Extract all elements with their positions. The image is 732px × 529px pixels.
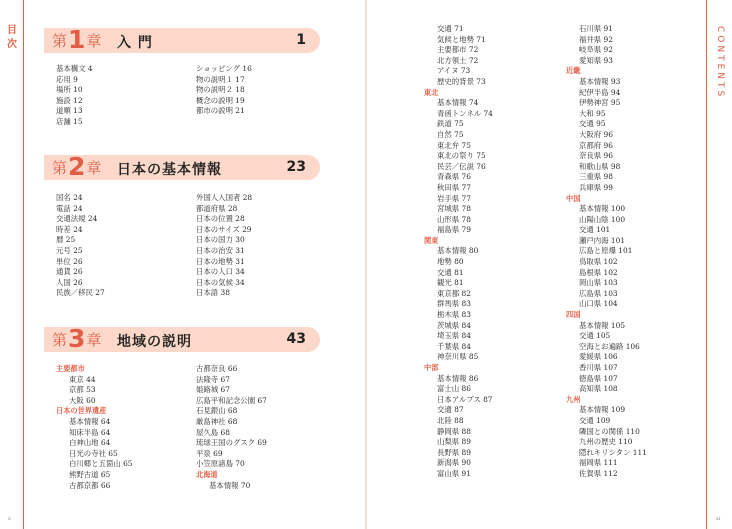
toc-entry[interactable]: 施設 12: [56, 95, 83, 105]
toc-entry[interactable]: 大阪 60: [69, 395, 96, 405]
toc-entry[interactable]: 高知県 108: [579, 384, 618, 394]
chapter-3-header[interactable]: [44, 324, 320, 353]
chapter-1-header[interactable]: [44, 25, 320, 54]
toc-entry[interactable]: 九州の歴史 110: [579, 437, 633, 447]
toc-entry[interactable]: 長野県 89: [437, 447, 471, 457]
toc-entry[interactable]: 岐阜県 92: [579, 45, 613, 55]
toc-entry[interactable]: 白神山地 64: [69, 438, 111, 448]
right-margin-rule: [706, 0, 707, 529]
toc-entry[interactable]: 交通 87: [437, 405, 464, 415]
toc-entry[interactable]: 愛媛県 106: [579, 352, 618, 362]
toc-entry[interactable]: 宮城県 78: [437, 204, 471, 214]
chapter-number: 第2章: [52, 152, 102, 181]
toc-entry[interactable]: 日本の地勢 31: [196, 256, 245, 266]
chapter-1-list-a: [56, 64, 93, 128]
toc-entry[interactable]: 基本情報 93: [579, 76, 621, 86]
chapter-2-list-a: [56, 193, 105, 299]
toc-entry[interactable]: 主要都市 72: [437, 45, 479, 55]
chapter-3-list-a: [56, 364, 133, 491]
section-heading: 東北: [424, 87, 439, 97]
chapter-page: 1: [296, 32, 306, 48]
toc-entry[interactable]: 都市の説明 21: [196, 106, 245, 116]
toc-entry[interactable]: 交通 95: [579, 119, 606, 129]
contents-side-label: CONTENTS: [715, 26, 725, 100]
toc-entry[interactable]: 富士山 86: [437, 384, 471, 394]
chapter-3-list-b: [196, 364, 267, 491]
toc-entry[interactable]: 琉球王国のグスク 69: [196, 438, 267, 448]
toc-entry[interactable]: 自然 75: [437, 129, 464, 139]
toc-entry[interactable]: 千葉県 84: [437, 341, 471, 351]
toc-entry[interactable]: 山梨県 89: [437, 437, 471, 447]
toc-entry[interactable]: 日本アルプス 87: [437, 394, 493, 404]
section-heading: 九州: [566, 394, 581, 404]
chapter-page: 43: [286, 331, 306, 347]
chapter-title: 日本の基本情報: [117, 162, 222, 178]
chapter-number: 第3章: [52, 324, 102, 353]
toc-entry[interactable]: 通貨 26: [56, 267, 83, 277]
toc-entry[interactable]: 広島県 103: [579, 288, 618, 298]
toc-entry[interactable]: 山形県 78: [437, 214, 471, 224]
toc-entry[interactable]: 都道府県 28: [196, 203, 238, 213]
toc-entry[interactable]: アイヌ 73: [437, 66, 471, 76]
toc-entry[interactable]: 東京 44: [69, 374, 96, 384]
toc-entry[interactable]: 時差 24: [56, 224, 83, 234]
toc-side-label: 目次: [7, 25, 17, 50]
toc-entry[interactable]: 山陽山陰 100: [579, 214, 626, 224]
toc-entry[interactable]: 基本情報 74: [437, 98, 479, 108]
toc-entry[interactable]: 日本の人口 34: [196, 267, 245, 277]
toc-entry[interactable]: 伊勢神宮 95: [579, 98, 621, 108]
toc-entry[interactable]: 外国人入国者 28: [196, 193, 253, 202]
toc-entry[interactable]: 佐賀県 112: [579, 468, 618, 478]
toc-entry[interactable]: 兵庫県 99: [579, 182, 613, 192]
toc-entry[interactable]: 物の説明１ 17: [196, 74, 245, 84]
toc-entry[interactable]: 暦 25: [56, 235, 76, 245]
section-heading: 北海道: [196, 469, 218, 479]
toc-entry[interactable]: 基本情報 100: [579, 204, 626, 214]
toc-entry[interactable]: 交通 71: [437, 24, 464, 33]
toc-entry[interactable]: 日本の位置 28: [196, 214, 245, 224]
toc-entry[interactable]: 基本情報 80: [437, 246, 479, 256]
toc-entry[interactable]: 地勢 80: [437, 257, 464, 267]
chapter-1-list-b: [196, 64, 252, 117]
section-heading: 近畿: [566, 66, 581, 76]
section-heading: 四国: [566, 310, 581, 320]
toc-entry[interactable]: 隠れキリシタン 111: [579, 447, 647, 457]
toc-entry[interactable]: 交通 109: [579, 415, 611, 425]
toc-entry[interactable]: 岡山県 103: [579, 278, 618, 288]
toc-entry[interactable]: 交通 81: [437, 267, 464, 277]
toc-entry[interactable]: 日光の寺社 65: [69, 448, 118, 458]
toc-entry[interactable]: 小笠原諸島 70: [196, 459, 245, 469]
toc-entry[interactable]: 青森県 76: [437, 172, 471, 182]
toc-entry[interactable]: 元号 25: [56, 245, 83, 255]
toc-entry[interactable]: 平泉 69: [196, 448, 223, 458]
toc-entry[interactable]: 道順 13: [56, 106, 83, 116]
toc-entry[interactable]: 気候と地勢 71: [437, 34, 486, 44]
toc-entry[interactable]: 福岡県 111: [579, 458, 618, 468]
toc-entry[interactable]: 秋田県 77: [437, 182, 471, 192]
toc-entry[interactable]: 東北弁 75: [437, 140, 471, 150]
toc-entry[interactable]: 神奈川県 85: [437, 352, 479, 362]
toc-entry[interactable]: 店舗 15: [56, 116, 83, 126]
toc-entry[interactable]: 徳島県 107: [579, 373, 618, 383]
toc-entry[interactable]: 基本情報 70: [209, 480, 251, 490]
toc-entry[interactable]: 概念の説明 19: [196, 95, 245, 105]
toc-entry[interactable]: 基本情報 86: [437, 373, 479, 383]
toc-entry[interactable]: 交通 105: [579, 331, 611, 341]
section-heading: 日本の世界遺産: [56, 406, 107, 416]
chapter-2-header[interactable]: [44, 152, 320, 181]
toc-entry[interactable]: 岩手県 77: [437, 193, 471, 203]
toc-entry[interactable]: 民芸／伝説 76: [437, 161, 486, 171]
toc-entry[interactable]: 日本語 38: [196, 288, 230, 298]
toc-entry[interactable]: 大阪府 96: [579, 129, 613, 139]
regions-list-b: [566, 24, 647, 480]
toc-entry[interactable]: 場所 10: [56, 85, 83, 95]
toc-entry[interactable]: 東京都 82: [437, 288, 471, 298]
toc-entry[interactable]: 石見銀山 68: [196, 406, 238, 416]
left-folio: x: [8, 516, 11, 522]
toc-entry[interactable]: 応用 9: [56, 74, 78, 84]
toc-entry[interactable]: 日本の国力 30: [196, 235, 245, 245]
toc-entry[interactable]: 山口県 104: [579, 299, 618, 309]
section-heading: 中部: [424, 363, 439, 372]
toc-entry[interactable]: 香川県 107: [579, 363, 618, 372]
toc-entry[interactable]: 姫路城 67: [196, 385, 230, 395]
toc-entry[interactable]: 交通法規 24: [56, 214, 98, 224]
toc-entry[interactable]: 大和 95: [579, 108, 606, 118]
toc-entry[interactable]: 埼玉県 84: [437, 331, 471, 341]
toc-entry[interactable]: 観光 81: [437, 278, 464, 288]
toc-entry[interactable]: 京都府 96: [579, 140, 613, 150]
toc-entry[interactable]: 富山県 91: [437, 468, 471, 478]
toc-entry[interactable]: 愛知県 93: [579, 55, 613, 65]
toc-entry[interactable]: 知床半島 64: [69, 427, 111, 437]
toc-entry[interactable]: 古都奈良 66: [196, 364, 238, 373]
toc-entry[interactable]: 白川郷と五箇山 65: [69, 459, 133, 469]
toc-entry[interactable]: 島根県 102: [579, 267, 618, 277]
toc-entry[interactable]: 基本情報 105: [579, 320, 626, 330]
toc-entry[interactable]: 奈良県 96: [579, 151, 613, 161]
toc-entry[interactable]: 北方領土 72: [437, 55, 479, 65]
toc-entry[interactable]: 基本構文 4: [56, 64, 93, 73]
toc-entry[interactable]: 鉄道 75: [437, 119, 464, 129]
toc-entry[interactable]: 単位 26: [56, 256, 83, 266]
toc-entry[interactable]: 瀬戸内海 101: [579, 235, 626, 245]
toc-entry[interactable]: 空海とお遍路 106: [579, 341, 640, 351]
toc-entry[interactable]: 石川県 91: [579, 24, 613, 33]
section-heading: 関東: [424, 235, 439, 245]
toc-entry[interactable]: 福井県 92: [579, 34, 613, 44]
toc-entry[interactable]: ショッピング 16: [196, 64, 252, 73]
book-gutter: [365, 0, 367, 529]
chapter-title: 入 門: [117, 35, 153, 51]
toc-entry[interactable]: 三重県 98: [579, 172, 613, 182]
toc-entry[interactable]: 歴史的背景 73: [437, 76, 486, 86]
toc-entry[interactable]: 物の説明２ 18: [196, 85, 245, 95]
toc-entry[interactable]: 茨城県 84: [437, 320, 471, 330]
toc-entry[interactable]: 北陸 88: [437, 415, 464, 425]
toc-entry[interactable]: 静岡県 88: [437, 426, 471, 436]
regions-list-a: [424, 24, 493, 480]
toc-entry[interactable]: 厳島神社 68: [196, 416, 238, 426]
toc-entry[interactable]: 広島平和記念公園 67: [196, 395, 267, 405]
toc-entry[interactable]: 人国 26: [56, 277, 83, 287]
toc-entry[interactable]: 群馬県 83: [437, 299, 471, 309]
right-folio: xi: [716, 516, 721, 522]
toc-entry[interactable]: 日本の気候 34: [196, 277, 245, 287]
toc-entry[interactable]: 鳥取県 102: [579, 257, 618, 267]
toc-entry[interactable]: 屋久島 68: [196, 427, 230, 437]
section-heading: 主要都市: [56, 364, 85, 373]
toc-entry[interactable]: 熊野古道 65: [69, 469, 111, 479]
toc-entry[interactable]: 法隆寺 67: [196, 374, 230, 384]
toc-entry[interactable]: 隣国との関係 110: [579, 426, 640, 436]
toc-entry[interactable]: 基本情報 109: [579, 405, 626, 415]
chapter-2-list-b: [196, 193, 252, 299]
toc-entry[interactable]: 民族／移民 27: [56, 288, 105, 298]
toc-entry[interactable]: 和歌山県 98: [579, 161, 621, 171]
toc-entry[interactable]: 古都京都 66: [69, 480, 111, 490]
toc-entry[interactable]: 京都 53: [69, 385, 96, 395]
chapter-title: 地域の説明: [117, 334, 192, 350]
toc-entry[interactable]: 福島県 79: [437, 225, 471, 235]
toc-entry[interactable]: 東北の祭り 75: [437, 151, 486, 161]
toc-entry[interactable]: 電話 24: [56, 203, 83, 213]
chapter-page: 23: [286, 159, 306, 175]
toc-entry[interactable]: 日本の治安 31: [196, 245, 245, 255]
right-page: [366, 0, 732, 529]
toc-entry[interactable]: 青函トンネル 74: [437, 108, 493, 118]
left-margin-rule: [23, 0, 24, 529]
chapter-number: 第1章: [52, 25, 102, 54]
toc-entry[interactable]: 広島と原爆 101: [579, 246, 633, 256]
toc-entry[interactable]: 日本のサイズ 29: [196, 224, 252, 234]
toc-entry[interactable]: 新潟県 90: [437, 458, 471, 468]
toc-entry[interactable]: 栃木県 83: [437, 310, 471, 320]
section-heading: 中国: [566, 193, 581, 203]
toc-entry[interactable]: 紀伊半島 94: [579, 87, 621, 97]
toc-entry[interactable]: 国名 24: [56, 193, 83, 202]
toc-entry[interactable]: 基本情報 64: [69, 416, 111, 426]
toc-entry[interactable]: 交通 101: [579, 225, 611, 235]
